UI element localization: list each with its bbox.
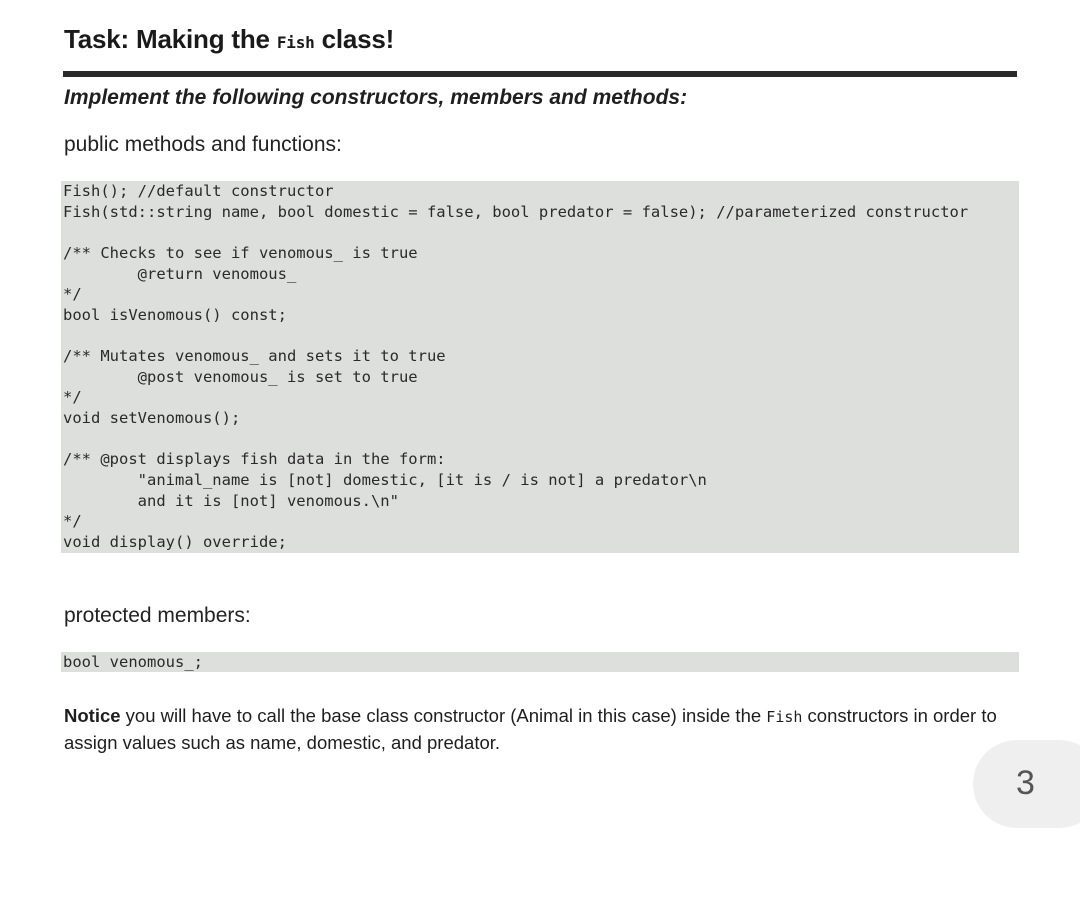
code-line: */ — [63, 285, 82, 304]
notice-paragraph — [64, 703, 1024, 756]
code-line: bool isVenomous() const; — [63, 305, 287, 324]
code-line: */ — [63, 388, 82, 407]
page-number: 3 — [1016, 764, 1035, 802]
code-line: void display() override; — [63, 532, 287, 551]
code-line: */ — [63, 512, 82, 531]
section-subtitle: Implement the following constructors, members and methods: — [64, 86, 688, 109]
protected-code-block — [61, 652, 1019, 672]
public-code-block — [61, 181, 1019, 553]
title-class-name: Fish — [276, 33, 315, 52]
title-suffix: class! — [321, 24, 395, 54]
code-line — [61, 325, 1019, 346]
code-line: /** @post displays fish data in the form: — [63, 450, 446, 469]
code-line: "animal_name is [not] domestic, [it is / is not] a predator\n — [63, 470, 707, 489]
page-title — [64, 24, 394, 55]
title-prefix: Task: Making the — [64, 24, 270, 54]
code-line — [61, 222, 1019, 243]
code-line: /** Checks to see if venomous_ is true — [63, 243, 418, 262]
code-line: Fish(); //default constructor — [63, 182, 334, 200]
notice-code: Fish — [766, 708, 803, 726]
public-section-label: public methods and functions: — [64, 133, 342, 156]
notice-text-before: you will have to call the base class constructor (Animal in this case) inside the — [120, 705, 767, 726]
code-line: /** Mutates venomous_ and sets it to true — [63, 347, 446, 366]
code-line: Fish(std::string name, bool domestic = false, bool predator = false); //parameterized constructor — [63, 202, 969, 221]
title-divider — [63, 71, 1017, 77]
code-line — [61, 429, 1019, 450]
protected-section-label: protected members: — [64, 604, 251, 627]
notice-text-after: constructors in order to assign values such as name, domestic, and predator. — [64, 705, 997, 753]
code-line: @return venomous_ — [63, 264, 297, 283]
notice-bold: Notice — [64, 705, 121, 726]
code-line: and it is [not] venomous.\n" — [63, 491, 399, 510]
code-line: @post venomous_ is set to true — [63, 367, 418, 386]
code-line: void setVenomous(); — [63, 409, 241, 428]
code-line: bool venomous_; — [63, 653, 203, 671]
